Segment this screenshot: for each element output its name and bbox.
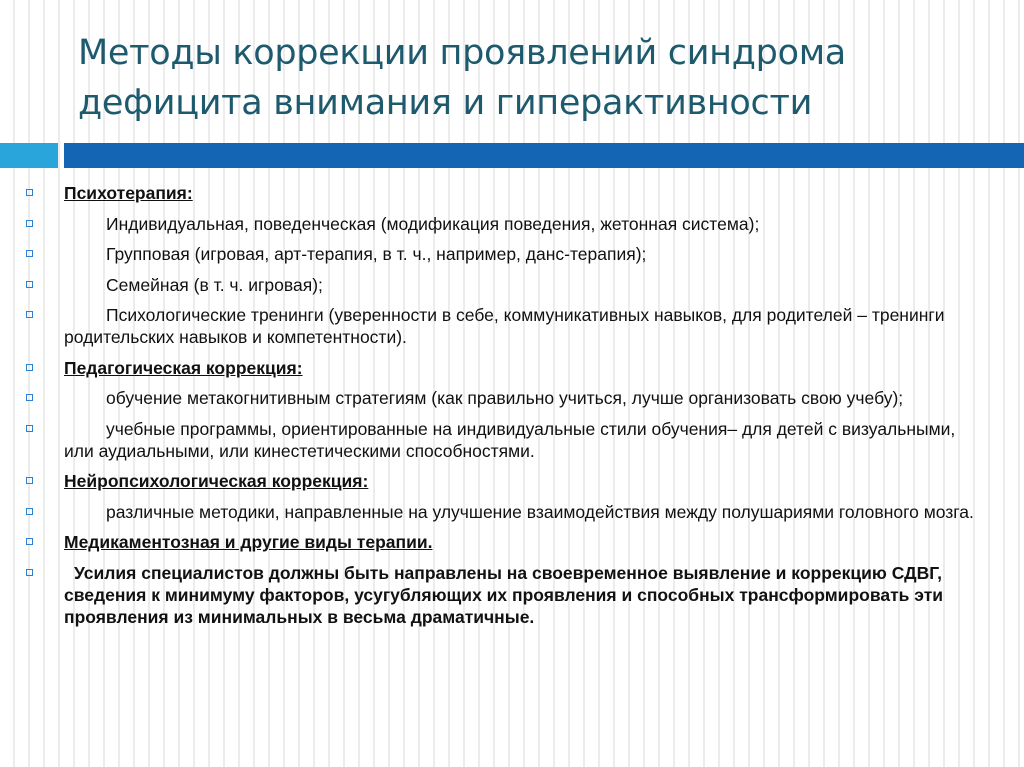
slide-title: Методы коррекции проявлений синдрома дефицита внимания и гиперактивности bbox=[78, 33, 846, 123]
square-bullet-icon bbox=[26, 189, 33, 196]
square-bullet-icon bbox=[26, 220, 33, 227]
list-item bbox=[26, 501, 986, 523]
square-bullet-icon bbox=[26, 569, 33, 576]
list-item-psychotherapy bbox=[26, 182, 986, 204]
section-heading: Медикаментозная и другие виды терапии. bbox=[64, 532, 433, 552]
square-bullet-icon bbox=[26, 311, 33, 318]
list-item bbox=[26, 213, 986, 235]
list-item bbox=[26, 274, 986, 296]
square-bullet-icon bbox=[26, 250, 33, 257]
section-heading: Педагогическая коррекция: bbox=[64, 357, 303, 378]
list-item-pedagogical bbox=[26, 357, 986, 379]
square-bullet-icon bbox=[26, 281, 33, 288]
list-item bbox=[26, 387, 986, 409]
square-bullet-icon bbox=[26, 538, 33, 545]
list-item-text: обучение метакогнитивным стратегиям (как правильно учиться, лучше организовать свою учебу); bbox=[106, 388, 904, 408]
list-item bbox=[26, 243, 986, 265]
list-item bbox=[26, 304, 986, 348]
list-item-text: различные методики, направленные на улучшение взаимодействия между полушариями головного мозга. bbox=[106, 501, 974, 522]
square-bullet-icon bbox=[26, 477, 33, 484]
list-item-text: Групповая (игровая, арт-терапия, в т. ч., например, данс-терапия); bbox=[106, 244, 647, 264]
list-item bbox=[26, 418, 986, 462]
list-item-text: Индивидуальная, поведенческая (модификация поведения, жетонная система); bbox=[106, 213, 760, 234]
square-bullet-icon bbox=[26, 425, 33, 432]
list-item-text: Психологические тренинги (уверенности в себе, коммуникативных навыков, для родителей – тренинги родительских навыков и компетентности). bbox=[64, 305, 945, 347]
list-item-conclusion bbox=[26, 562, 986, 628]
accent-bar-small bbox=[0, 143, 58, 168]
content-list bbox=[26, 182, 986, 636]
list-item-text: Семейная (в т. ч. игровая); bbox=[106, 274, 323, 295]
list-item-text: учебные программы, ориентированные на индивидуальные стили обучения– для детей с визуальными, или аудиальными, или кинестетическими способностями. bbox=[64, 418, 956, 461]
square-bullet-icon bbox=[26, 394, 33, 401]
conclusion-text: Усилия специалистов должны быть направлены на своевременное выявление и коррекцию СДВГ, сведения к минимуму факторов, усугубляющих их проявления и способных трансформировать эти проявления из минимальных в весьма драматичные. bbox=[64, 562, 944, 627]
square-bullet-icon bbox=[26, 508, 33, 515]
list-item-medication bbox=[26, 531, 986, 553]
square-bullet-icon bbox=[26, 364, 33, 371]
accent-bar-large bbox=[64, 143, 1024, 168]
list-item-neuropsychological bbox=[26, 470, 986, 492]
section-heading: Психотерапия: bbox=[64, 183, 193, 203]
section-heading: Нейропсихологическая коррекция: bbox=[64, 471, 369, 491]
